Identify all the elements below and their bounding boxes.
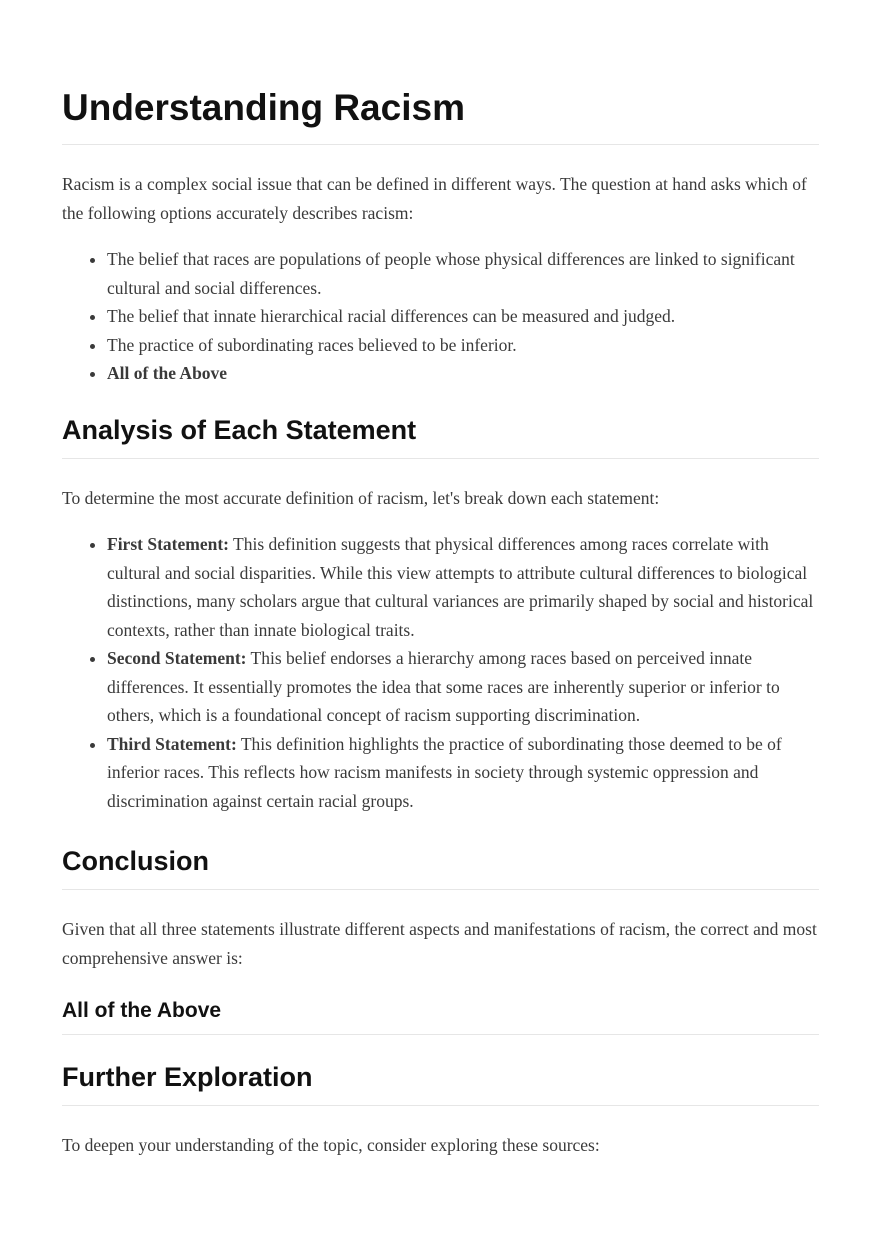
list-item-third-statement [107, 730, 819, 816]
analysis-intro-paragraph: To determine the most accurate definition of racism, let's break down each statement: [62, 487, 660, 508]
list-item-second-statement [107, 644, 819, 730]
third-statement-text: This definition highlights the practice of subordinating those deemed to be of inferior races. This reflects how racism manifests in society through systemic oppression and discrimination against certain racial groups. [107, 733, 782, 811]
further-exploration-heading: Further Exploration [62, 1060, 819, 1106]
intro-paragraph: Racism is a complex social issue that can be defined in different ways. The question at hand asks which of the following options accurately describes racism: [62, 174, 807, 223]
list-item-option-3: • The practice of subordinating races believed to be inferior. [107, 331, 819, 360]
conclusion-paragraph: Given that all three statements illustrate different aspects and manifestations of racism, the correct and most comprehensive answer is: [62, 919, 817, 968]
answer-heading: All of the Above [62, 997, 819, 1035]
options-list [62, 245, 819, 388]
list-item-option-2: • The belief that innate hierarchical racial differences can be measured and judged. [107, 302, 819, 331]
analysis-heading: Analysis of Each Statement [62, 413, 819, 459]
list-item-option-1: • The belief that races are populations of people whose physical differences are linked to significant cultural and social differences. [107, 245, 819, 302]
list-item-option-4 [107, 359, 819, 388]
second-statement-label: Second Statement: [107, 648, 247, 668]
conclusion-heading: Conclusion [62, 844, 819, 890]
list-item-first-statement [107, 530, 819, 644]
further-exploration-paragraph: To deepen your understanding of the topic, consider exploring these sources: [62, 1135, 600, 1155]
page-title: Understanding Racism [62, 0, 819, 145]
third-statement-label: Third Statement: [107, 733, 237, 754]
first-statement-text: This definition suggests that physical differences among races correlate with cultural and social disparities. While this view attempts to attribute cultural differences to biological distinctions, many scholars argue that cultural variances are primarily shaped by social and historical contexts, rather than innate biological traits. [107, 534, 814, 640]
document-page [62, 0, 819, 1160]
option-4-bold-text: All of the Above [107, 363, 228, 383]
first-statement-label: First Statement: [107, 534, 229, 554]
second-statement-text: This belief endorses a hierarchy among races based on perceived innate differences. It essentially promotes the idea that some races are inherently superior or inferior to others, which is a foundational concept of racism supporting discrimination. [107, 648, 780, 725]
analysis-list [62, 530, 819, 815]
